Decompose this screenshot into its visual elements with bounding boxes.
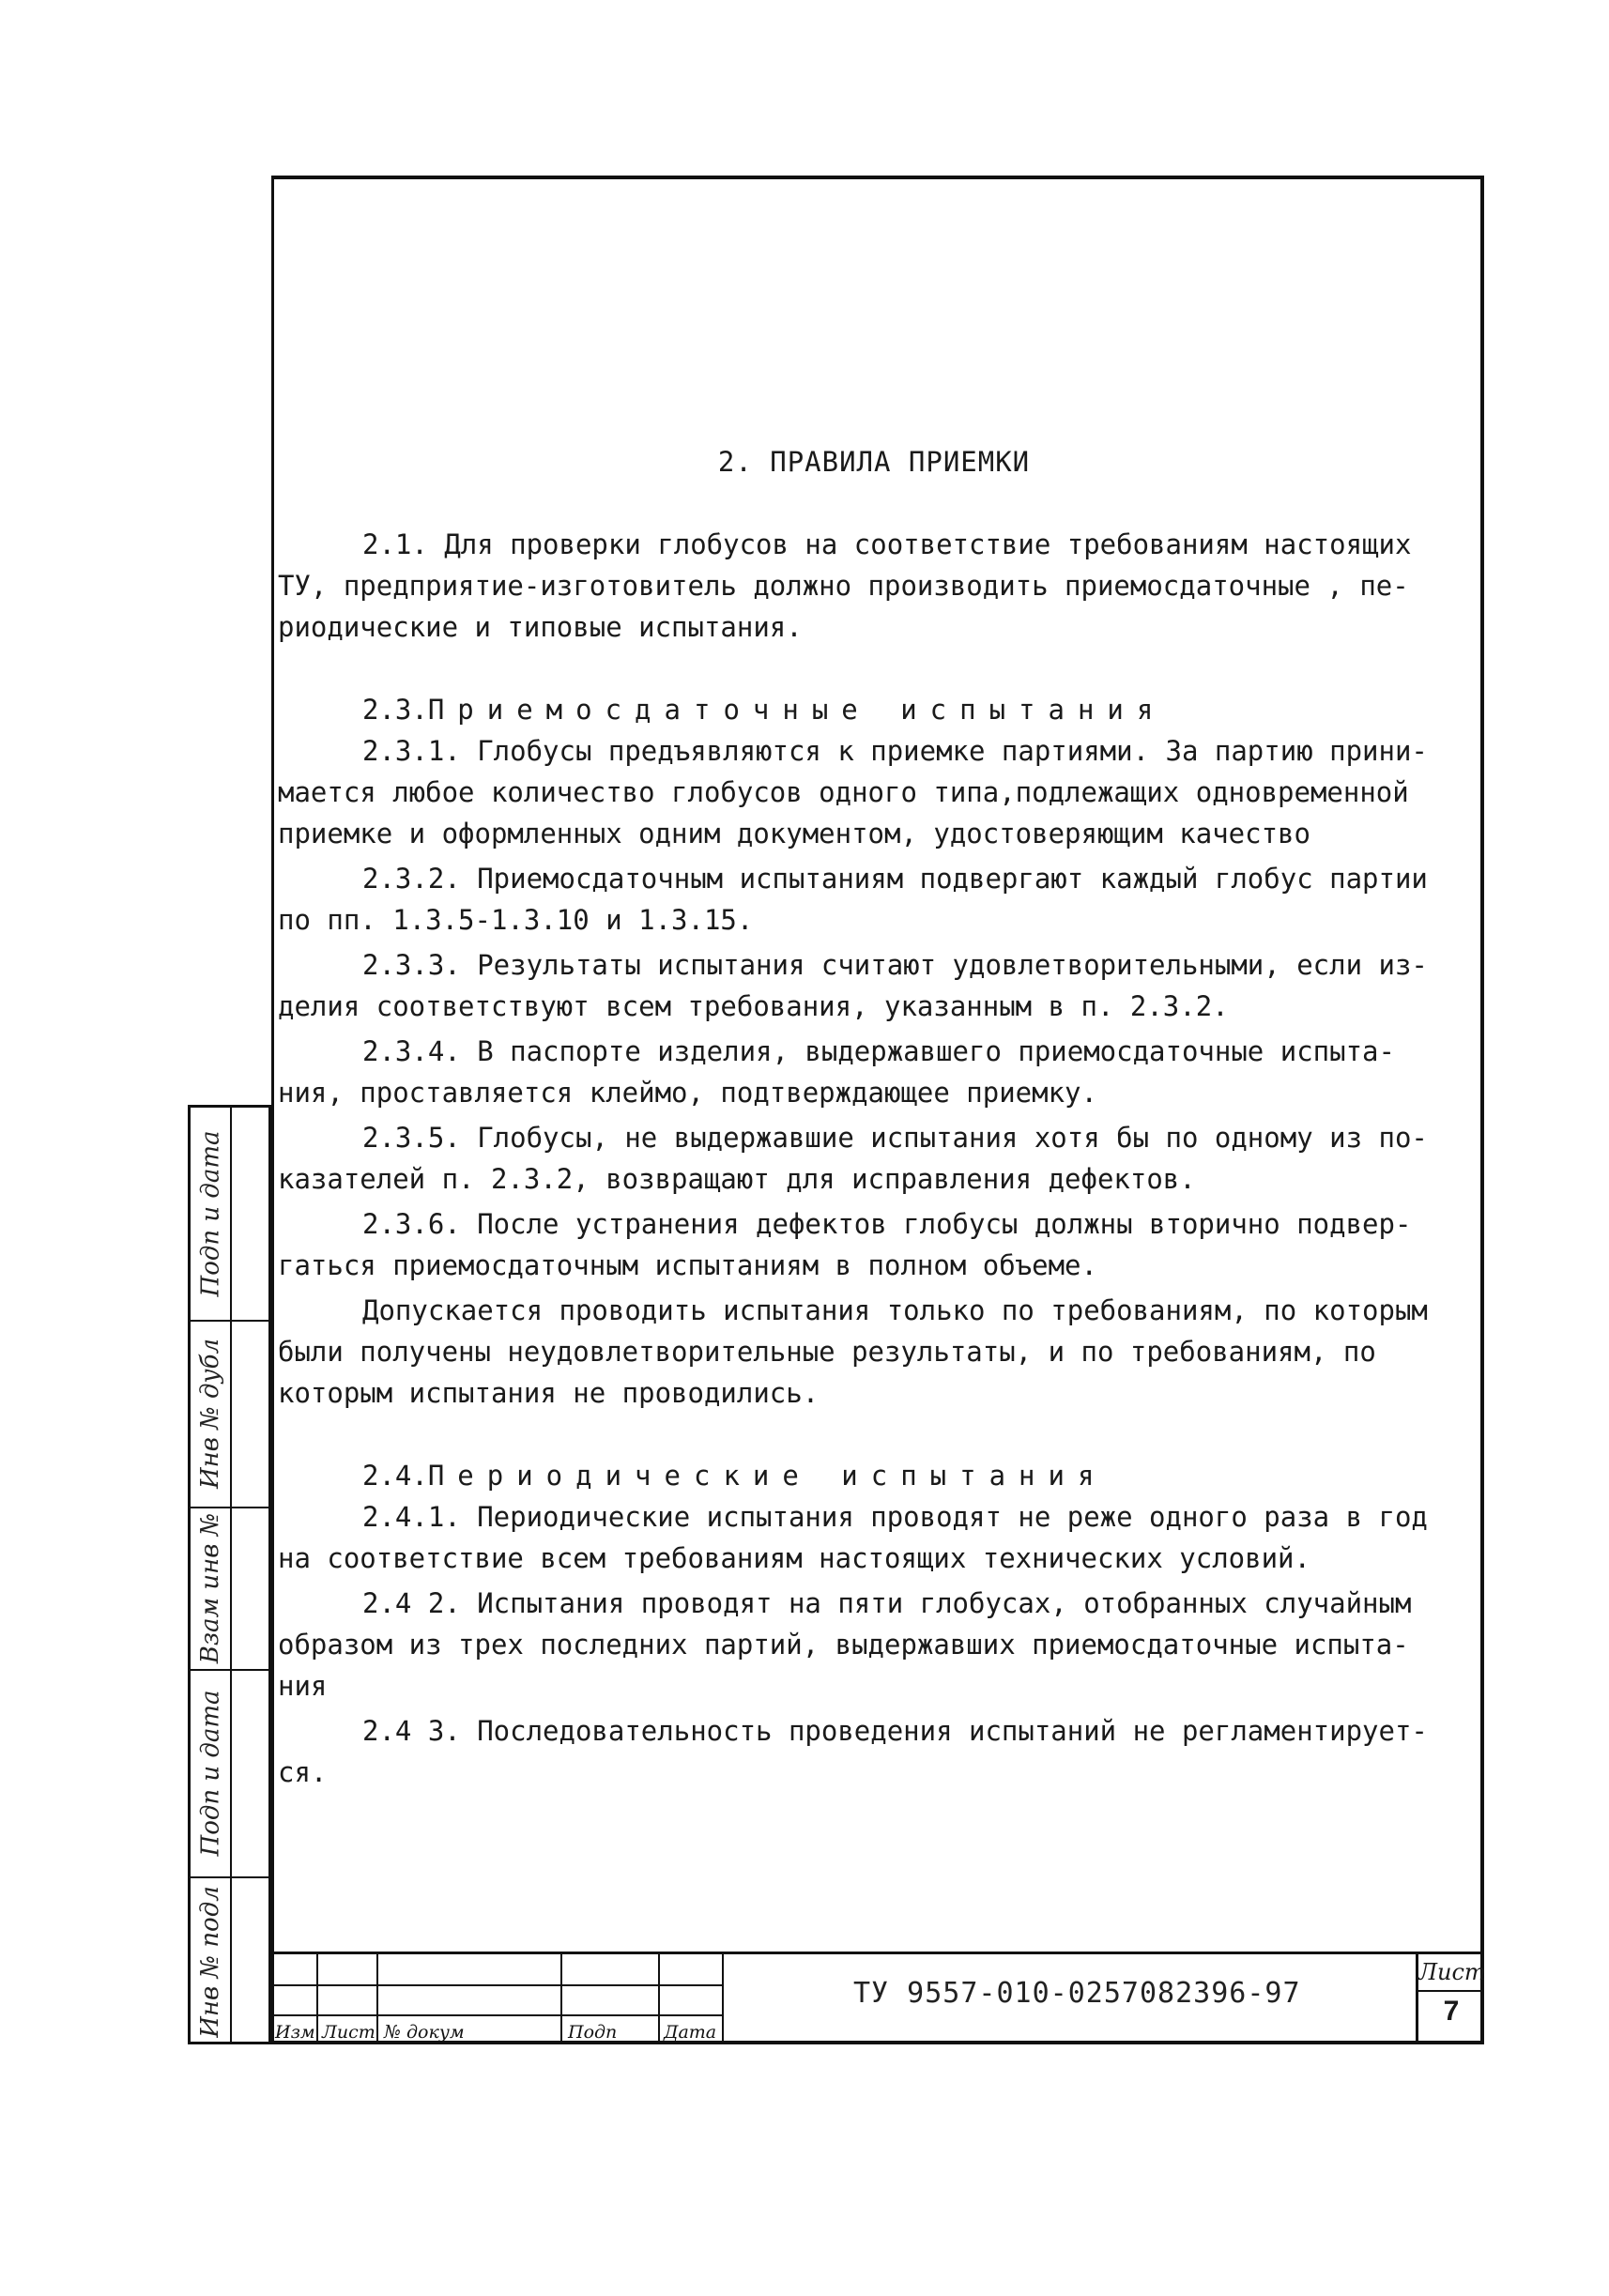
text-line: 2.3.5. Глобусы, не выдержавшие испытания хотя бы по одному из по-: [362, 1122, 1428, 1154]
heading-2-4: [278, 1455, 1461, 1496]
text-line: гаться приемосдаточным испытаниям в полном объеме.: [278, 1249, 1097, 1281]
text-line: на соответствие всем требованиям настоящих технических условий.: [278, 1542, 1310, 1574]
text-line: риодические и типовые испытания.: [278, 611, 803, 643]
text-line: 2.4 2. Испытания проводят на пяти глобусах, отобранных случайным: [362, 1587, 1412, 1619]
heading-2-3: [278, 689, 1461, 730]
side-label-sign-date: Подп и дата: [196, 1130, 224, 1297]
text-line: 2.3.4. В паспорте изделия, выдержавшего приемосдаточные испыта-: [362, 1035, 1395, 1067]
heading-number: 2.4.: [362, 1460, 428, 1492]
tb-label-change: Изм: [275, 2022, 315, 2043]
text-line: 2.4.1. Периодические испытания проводят не реже одного раза в год: [362, 1501, 1428, 1533]
paragraph-2-3-1: [278, 730, 1461, 854]
paragraph-2-3-4: [278, 1031, 1461, 1113]
text-line: делия соответствуют всем требования, указанным в п. 2.3.2.: [278, 990, 1229, 1022]
text-line: 2.3.3. Результаты испытания считают удовлетворительными, если из-: [362, 949, 1428, 981]
text-line: мается любое количество глобусов одного типа,подлежащих одновременной: [278, 776, 1409, 808]
text-line: 2.3.2. Приемосдаточным испытаниям подвергают каждый глобус партии: [362, 863, 1428, 895]
document-body: [278, 441, 1461, 1793]
paragraph-2-1: [278, 524, 1461, 565]
text-line: по пп. 1.3.5-1.3.10 и 1.3.15.: [278, 904, 754, 936]
side-label-sign-date-2: Подп и дата: [196, 1690, 224, 1856]
text-line: 2.3.1. Глобусы предъявляются к приемке партиями. За партию прини-: [362, 735, 1428, 767]
side-label-inv-dubl: Инв № дубл: [196, 1338, 224, 1489]
paragraph-allowed: [278, 1290, 1461, 1414]
tb-label-sheet: Лист: [322, 2022, 375, 2043]
paragraph-2-4-3: [278, 1710, 1461, 1793]
text-line: 2.1. Для проверки глобусов на соответствие требованиям настоящих: [362, 528, 1412, 560]
text-line: ния, проставляется клеймо, подтверждающее приемку.: [278, 1077, 1097, 1109]
title-block: [271, 1952, 1484, 2044]
text-line: ния: [278, 1670, 328, 1702]
tb-label-date: Дата: [664, 2022, 717, 2043]
sheet-number: 7: [1443, 1996, 1460, 2027]
paragraph-2-4-1: [278, 1496, 1461, 1579]
text-line: ТУ, предприятие-изготовитель должно производить приемосдаточные , пе-: [278, 570, 1409, 602]
paragraph-2-4-2: [278, 1583, 1461, 1707]
text-line: Допускается проводить испытания только по требованиям, по которым: [362, 1294, 1428, 1326]
text-line: которым испытания не проводились.: [278, 1377, 820, 1409]
text-line: приемке и оформленных одним документом, удостоверяющим качество: [278, 818, 1310, 850]
text-line: ся.: [278, 1756, 328, 1788]
paragraph-2-3-2: [278, 858, 1461, 941]
side-label-replace-inv: Взам инв №: [196, 1512, 225, 1663]
tb-label-doc-number: № докум: [384, 2022, 465, 2043]
sheet-label: Лист: [1418, 1954, 1484, 1992]
document-code: ТУ 9557-010-0257082396-97: [853, 1977, 1301, 2010]
sheet-box: [1416, 1954, 1484, 2044]
text-line: были получены неудовлетворительные результаты, и по требованиям, по: [278, 1336, 1376, 1368]
paragraph-2-3-6: [278, 1203, 1461, 1286]
text-line: образом из трех последних партий, выдержавших приемосдаточные испыта-: [278, 1629, 1409, 1661]
side-stamp: [188, 1105, 271, 2044]
heading-text: Периодические испытания: [427, 1460, 1108, 1492]
paragraph-2-3-5: [278, 1117, 1461, 1200]
paragraph-2-3-3: [278, 944, 1461, 1027]
text-line: казателей п. 2.3.2, возвращают для исправления дефектов.: [278, 1163, 1196, 1195]
section-title: 2. ПРАВИЛА ПРИЕМКИ: [717, 446, 1031, 478]
side-label-inv-orig: Инв № подл: [196, 1886, 224, 2038]
text-line: 2.3.6. После устранения дефектов глобусы должны вторично подвер-: [362, 1208, 1412, 1240]
heading-number: 2.3.: [362, 694, 428, 726]
heading-text: Приемосдаточные испытания: [427, 694, 1167, 726]
tb-label-signature: Подп: [568, 2022, 618, 2043]
text-line: 2.4 3. Последовательность проведения испытаний не регламентирует-: [362, 1715, 1428, 1747]
